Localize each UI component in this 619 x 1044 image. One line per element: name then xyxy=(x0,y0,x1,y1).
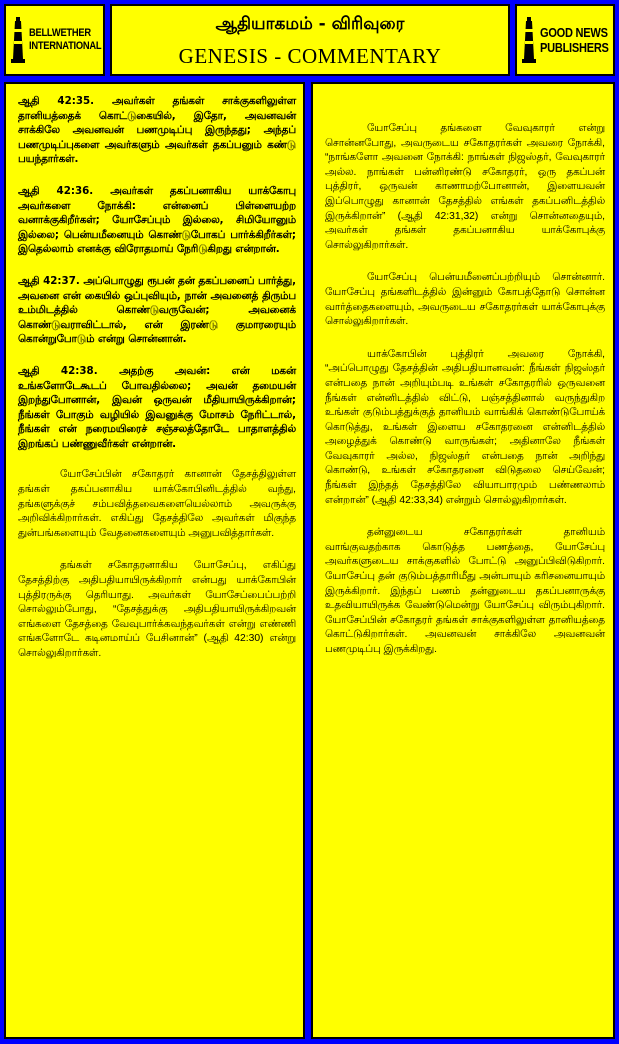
logo-left-line2: INTERNATIONAL xyxy=(29,40,102,52)
good-news-logo-text xyxy=(540,25,609,55)
lighthouse-icon xyxy=(521,17,537,63)
commentary-paragraph: தன்னுடைய சகோதரர்கள் தானியம் வாங்குவதற்காக கொடுத்த பணத்தை, யோசேப்பு அவர்களுடைய சாக்குகளில் போட்டு அனுப்பிவிடுகிறார். யோசேப்பு தன் குடும்பத்தாரிமீது அன்பாயும் கரிசனையாயும் இருக்கிறார். இந்தப் பணம் தன்னுடைய தகப்பனாருக்கு உதவியாயிருக்க வேண்டுமென்று யோசேப்பு விரும்புகிறார். யோசேப்பின் சகோதரர் தங்கள் சாக்குகளிலுள்ள தானியத்தை கொட்டுகிறார்கள். அவனவன் சாக்கிலே அவனவன் பணமுடிப்பு இருக்கிறது. xyxy=(325,527,605,655)
commentary-paragraph: யாக்கோபின் புத்திரர் அவரை நோக்கி, “அப்பொழுது தேசத்தின் அதிபதியானவன்: நீங்கள் நிஜஸ்தர் என்பதை நான் அறியும்படி உங்கள் சகோதரரில் ஒருவனை நீங்கள் என்னிடத்தில் விட்டு, பஞ்சத்தினால் வருந்துகிற உங்கள் குடும்பத்துக்குத் தானியம் வாங்கிக் கொண்டுபோய்க் கொடுத்து, உங்கள் இளைய சகோதரனை என்னிடத்தில் அழைத்துக் கொண்டு வாருங்கள்; அதினாலே நீங்கள் வேவுகாரர் அல்ல, நிஜஸ்தர் என்பதை நான் அறிந்து கொண்டு, உங்கள் சகோதரனை விடுதலை செய்வேன்; நீங்கள் இந்தத் தேசத்திலே வியாபாரமும் பண்ணலாம் என்றான்” (ஆதி 42:33,34) என்றும் சொல்லுகிறார்கள். xyxy=(325,348,605,506)
verse-42-36: ஆதி 42:36. அவர்கள் தகப்பனாகிய யாக்கோபு அவர்களை நோக்கி: என்னைப் பிள்ளையற்ற வனாக்குகிறீர்கள்; யோசேப்பும் இல்லை, சிமியோனும் இல்லை; பென்யமீனையும் கொண்டுபோகப் பார்க்கிறீர்கள்; இதெல்லாம் எனக்கு விரோதமாய் நேரிடுகிறது என்றான். xyxy=(18,184,296,256)
verse-42-37: ஆதி 42:37. அப்பொழுது ரூபன் தன் தகப்பனைப் பார்த்து, அவனை என் கையில் ஒப்புவியும், நான் அவனைத் திரும்ப உம்மிடத்தில் கொண்டுவருவேன்; அவனைக் கொண்டுவராவிட்டால், என் இரண்டு குமாரரையும் கொன்றுபோடும் என்று சொன்னான். xyxy=(18,274,296,346)
title-tamil: ஆதியாகமம் - விரிவுரை xyxy=(215,14,405,34)
verse-42-38: ஆதி 42:38. அதற்கு அவன்: என் மகன் உங்களோடேகூடப் போவதில்லை; அவன் தமையன் இறந்துபோனான், இவன் ஒருவன் மீதியாயிருக்கிறான்; நீங்கள் போகும் வழியில் இவனுக்கு மோசம் நேரிட்டால், நீங்கள் என் நரைமயிரைச் சஞ்சலத்தோடே பாதாளத்தில் இறங்கப் பண்ணுவீர்கள் என்றான். xyxy=(18,364,296,450)
commentary-paragraph: யோசேப்பு தங்களை வேவுகாரர் என்று சொன்னபோது, அவருடைய சகோதரர்கள் அவரை நோக்கி, “நாங்களோ அவனை நோக்கி: நாங்கள் நிஜஸ்தர், வேவுகாரர் அல்ல. நாங்கள் பன்னிரண்டு சகோதரர், ஒரு தகப்பன் புத்திரர், ஒருவன் காணாமற்போனான், இளையவன் இப்பொழுது கானான் தேசத்தில் எங்கள் தகப்பனிடத்தில் இருக்கிறான்” (ஆதி 42:31,32) என்று சொன்னதையும், அவர்கள் தங்கள் தகப்பனாகிய யாக்கோபுக்கு சொல்லுகிறார்கள். xyxy=(325,123,605,251)
logo-right-line2: PUBLISHERS xyxy=(540,40,609,55)
logo-left-line1: BELLWETHER xyxy=(29,27,91,39)
right-column xyxy=(311,82,615,1039)
title-english: GENESIS - COMMENTARY xyxy=(178,44,442,68)
commentary-paragraph: யோசேப்பு பென்யமீனைப்பற்றியும் சொன்னார். யோசேப்பு தங்களிடத்தில் இன்னும் கோபத்தோடு சொன்ன வார்த்தைகளையும், அவருடைய சகோதரர்கள் யாக்கோபுக்கு சொல்லுகிறார்கள். xyxy=(325,272,605,328)
bellwether-logo-text xyxy=(29,27,101,53)
verse-42-35: ஆதி 42:35. அவர்கள் தங்கள் சாக்குகளிலுள்ள தானியத்தைக் கொட்டுகையில், இதோ, அவனவன் சாக்கிலே அவனவன் பணமுடிப்பு இருந்தது; அந்தப் பணமுடிப்புகளை அவர்களும் அவர்கள் தகப்பனும் கண்டு பயந்தார்கள். xyxy=(18,95,296,166)
commentary-paragraph: தங்கள் சகோதரனாகிய யோசேப்பு, எகிப்து தேசத்திற்கு அதிபதியாயிருக்கிறார் என்பது யாக்கோபின் புத்திரருக்கு தெரியாது. அவர்கள் யோசேப்பைப்பற்றி சொல்லும்போது, “தேசத்துக்கு அதிபதியாயிருக்கிறவன் எங்களை தேசத்தை வேவுபார்க்கவந்தவர்கள் என்று எண்ணி எங்களோடே கடினமாய்ப் பேசினான்” (ஆதி 42:30) என்று சொல்லுகிறார்கள். xyxy=(18,560,296,659)
commentary-paragraph: யோசேப்பின் சகோதரர் கானான் தேசத்திலுள்ள தங்கள் தகப்பனாகிய யாக்கோபினிடத்தில் வந்து, தங்களுக்குச் சம்பவித்தவைகளையெல்லாம் அவருக்கு அறிவிக்கிறார்கள். எகிப்து தேசத்திலே அவர்கள் மிகுந்த துன்பங்களையும் வேதனைகளையும் அனுபவித்தார்கள். xyxy=(18,469,296,539)
good-news-logo xyxy=(515,4,615,76)
lighthouse-icon xyxy=(10,17,26,63)
page-title-box xyxy=(110,4,510,76)
bellwether-logo xyxy=(4,4,105,76)
left-column xyxy=(4,82,305,1039)
logo-right-line1: GOOD NEWS xyxy=(540,25,608,40)
